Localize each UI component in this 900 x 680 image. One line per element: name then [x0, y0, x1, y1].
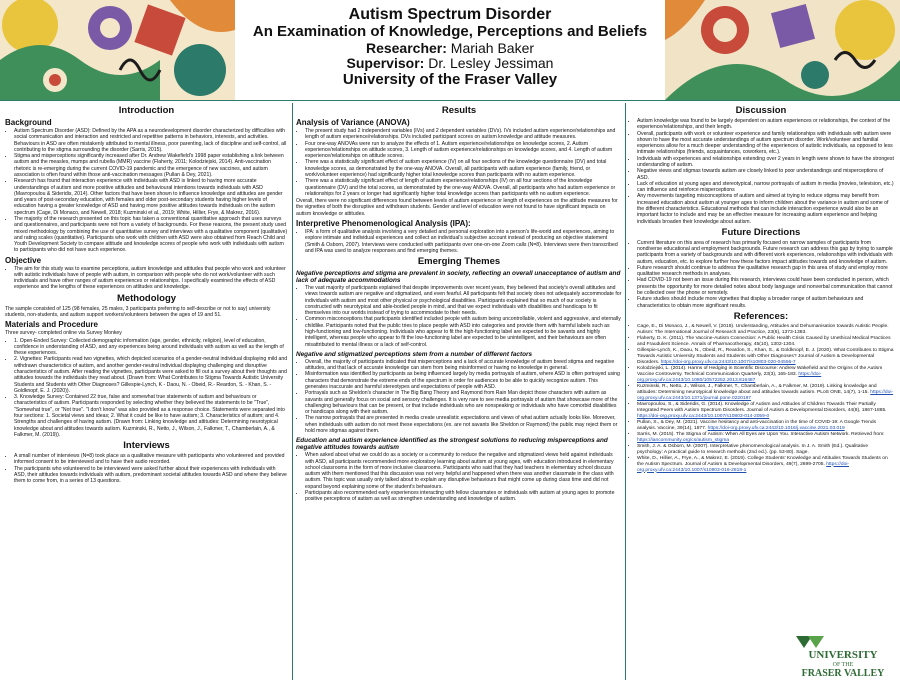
decorative-art-left — [0, 0, 235, 100]
ipa-list — [296, 229, 622, 254]
list-item: • When asked about what we could do as a society or a community to reduce the negative and stigmatized views held against individuals with ASD, all participants recommended more exploratory learning about autism at young ages, with education introduced in elementary school classrooms in the form of more inclusive classrooms. Participants who said that they had teachers in elementary school discuss autism with them mentioned that this discussion was not very helpful and happened when there was another classmate in the class with autism. This topic was usually only talked about to explain any disruptive behaviours that might come up during class time and did not expand beyond explaining some of the student's behaviours. — [305, 452, 622, 490]
reference-item — [637, 384, 894, 402]
section-heading-future: Future Directions — [721, 226, 801, 238]
section-heading-discussion: Discussion — [735, 105, 787, 116]
anova-list — [296, 128, 622, 197]
list-item: • 2. Vignettes: Participants read two vignettes, which depicted scenarios of a gender-neutral individual displaying mild and withdrawn characteristics of autism, and another gender-neutral individual displaying challenging and disruptive characteristics of autism. After reading the vignettes, participants were asked to fill out a survey about their thoughts and attitudes towards the individuals they read about. (Drawn from: What Contributes to Stigma Towards Autistic University Students and Students with Other Diagnoses? Gillespie-Lynch, K - Daou, N. - Obeid, R.- Reardon, S. - Khan, S. - Goldknopf, E. J. (2020)). — [14, 356, 288, 394]
reference-item — [637, 456, 894, 474]
reference-link[interactable]: https://iancommunity.org/cs/autism_stigma — [637, 437, 730, 443]
subheading-background: Background — [5, 118, 52, 127]
university-name: University of the Fraser Valley — [342, 71, 558, 89]
discussion-list — [628, 118, 894, 225]
list-item: • Had COVID-19 not been an issue during this research, interviews could have been conducted in person, which presents the opportunity for more detailed notes about body language and nonverbal communication that cannot be collected over the phone or remotely. — [637, 277, 894, 296]
reference-link[interactable]: https://doi-org.proxy.ufv.ca:2443/10.1080/10572252.2013.816487 — [637, 371, 822, 383]
list-item: • Four one-way ANOVAs were run to analyze the effects of 1. Autism experience/relationships on knowledge scores, 2. Autism experience/relationships on attitude scores, 3. Length of autism experience/relationships on knowledge scores, and 4. Length of autism experience/relationships on attitude scores. — [305, 141, 622, 160]
subheading-objective: Objective — [5, 255, 42, 265]
materials-list — [5, 338, 288, 439]
objective-list — [5, 266, 288, 291]
section-heading-methodology: Methodology — [116, 292, 177, 304]
title-line2: An Examination of Knowledge, Perceptions and Beliefs — [252, 22, 648, 40]
interviews-list — [5, 453, 288, 484]
column-discussion — [628, 103, 894, 680]
reference-text: Kolodziejski, L. (2014). Harms of Hedging in Scientific Discourse: Andrew Wakefield and the Origins of the Autism Vaccine Controversy. Technical Communication Quarterly, 23(3), 165-183. — [637, 365, 883, 377]
decorative-art-right — [665, 0, 900, 100]
reference-text: Sarris, M. (2015). The Stigma of Autism: When All Eyes are Upon You. Interactive Autism Network. Retrieved from: — [637, 431, 885, 437]
column-divider-2 — [625, 103, 626, 680]
list-item: • Negative views and stigmas towards autism are closely linked to poor understandings and misperceptions of ASD. — [637, 168, 894, 181]
section-heading-interviews: Interviews — [123, 440, 170, 452]
list-item: • There was a statistically significant effect of length of autism experience/relationships (IV) on all four sections of the knowledge questionnaire (DV) and the total scores, as demonstrated by the one-way ANOVA. Overall, all participants who had autism experience or relationships for 2 years or longer had significantly higher total knowledge scores than participants with no autism experience. — [305, 178, 622, 197]
title-line1: Autism Spectrum Disorder — [348, 6, 552, 23]
poster-title-block — [235, 6, 665, 89]
subheading-anova: Analysis of Variance (ANOVA) — [296, 118, 410, 127]
reference-item — [637, 366, 894, 384]
list-item: • Overall, participants with work or volunteer experience and family relationships with individuals with autism were shown to have the most accurate understandings of autism spectrum disorder. Work/volunteer and familial experiences allow for a much deeper understanding of the experiences of autistic individuals, as opposed to less intimate relationships (friends, acquaintances, coworkers, etc.). — [637, 131, 894, 156]
reference-link[interactable]: https://doi-org.proxy.ufv.ca:2443/10.1007/s10803-016-2818-1 — [637, 461, 850, 473]
background-list — [5, 128, 288, 254]
column-divider-1 — [292, 103, 293, 680]
list-item: • 3. Knowledge Survey: Contained 22 true, false and somewhat true statements of autism and behaviours or characteristics of autism. Participants responded by selecting whether they believed the statements to be "True", "Somewhat true", or "Not true". "I don't know" was also provided as a response choice. Statements were separated into four sections: 1. Societal views and ideas; 2. What it could be like to have autism; 3. Characteristics of autism; and 4. Strengths and challenges of having autism. (Drawn from: Linking knowledge and attitudes: Determining neurotypical knowledge about and attitudes towards autism. Kuzminski, R., Netto, J., Wilson, J., Falkmer, T., Chamberlain, A., & Falkmer, M. (2019)). — [14, 394, 288, 438]
researcher-name: Mariah Baker — [450, 39, 535, 56]
list-item: • Portrayals such as Sheldon's character in The Big Bang Theory and Raymond from Rain Man depict those characters with autism as savants and generally focus on social and sensory challenges. It is very rare to see media portrayals of autism that showcase more of the challenging behaviours that can be present, or that include individuals who are nonspeaking or individuals who have comorbid disabilities or handicaps along with their autism. — [305, 390, 622, 415]
list-item: • IPA: a form of qualitative analysis involving a very detailed and personal exploration into a person's life-world and experiences, aiming to explore intimate and individual experiences and collect an individual's subjective account instead of producing an objective statement (Smith & Osborn, 2007). Interviews were conducted with participants over one-on-one Zoom calls (N=8). Interviews were then transcribed and IPA was used to analyze responses and find emerging themes. — [305, 229, 622, 254]
reference-link[interactable]: https://doi-org.proxy.ufv.ca:2443/10.1016/j.vaccine.2021.03.019 — [707, 425, 845, 431]
reference-text: Smith, J. A. & Osborn, M. (2007). Interpretative phenomenological analysis. In J. A. Smith (Ed.). Qualitative psychology: A practical guide to research methods (2nd ed.). (pp. 53-80). Sage. — [637, 443, 869, 455]
reference-text: Kuzminski, R., Netto, J., Wilson, J., Falkmer, T., Chamberlain, A., & Falkmer, M. (2019). Linking knowledge and attitudes: Determining neurotypical knowledge about and attitudes towards autism. PLoS ONE, 14(7), 1-15. — [637, 383, 877, 395]
list-item: • Stigma and misperceptions significantly increased after Dr. Andrew Wakefield's 1998 paper establishing a link between autism and the measles, mumps and rubella (MMR) vaccine (Flaherty, 2011; Kolodziejski, 2014). Anti-vaccination rhetoric is re-emerging during the current COVID-19 pandemic and the emergence of new vaccines, and autism association is often found within those anti-vaccination messages (Pullan & Dey, 2021). — [14, 153, 288, 178]
reference-text: Pullan, S., & Dey, M. (2021). Vaccine hesitancy and anti-vaccination in the time of COVID-19: A Google Trends analysis. Vaccine, 39(14), 1877. — [637, 419, 877, 431]
theme3-list — [296, 452, 622, 502]
researcher-label: Researcher: — [365, 39, 447, 56]
list-item: • The participants who volunteered to be interviewed were asked further about their experiences with individuals with ASD, their attitudes towards individuals with autism, predominant societal attitudes towards ASD and where they believe them to come from, in a series of 13 questions. — [14, 466, 288, 485]
list-item: • Overall, the majority of participants indicated that misperceptions and a lack of accurate knowledge of autism breed stigma and negative attitudes, and that lack of accurate knowledge can stem from being misinformed or having no knowledge in general. — [305, 359, 622, 372]
theme2-list — [296, 359, 622, 434]
header-divider — [0, 100, 900, 101]
list-item: • Misinformation was identified by participants as being influenced largely by media portrayals of autism, where ASD is often portrayed using characters that demonstrate the extreme ends of the spectrum in order for audiences to be able to quickly recognize autism. This generates inaccurate and harmful stereotypes and expectations of people with ASD. — [305, 371, 622, 390]
reference-link[interactable]: https://doi-org.proxy.ufv.ca:2443/10.1371/journal.pone.0220197 — [637, 389, 894, 401]
university-logo — [790, 632, 896, 678]
list-item: • The majority of the research presented on this topic has taken a conventional quantitative approach that uses surveys and questionnaires, and participants were not from a variety of backgrounds. For these reasons, the present study used mixed methodology by combining the use of quantitative survey and interviews with a qualitative component (qualitative) and rating scales (quantitative). Participants who work with children with ASD were also obtained from Reach Child and Youth Development Society to compare attitude and knowledge scores of people who work with individuals with autism to participants who did not have such experience. — [14, 216, 288, 254]
reference-item — [637, 444, 894, 456]
subheading-materials: Materials and Procedure — [5, 320, 98, 330]
logo-line1: UNIVERSITY — [808, 649, 878, 661]
list-item: • Common misconceptions that participants identified included people with autism being uncontrollable, violent and aggressive, and eternally childlike. Participants noted that the public tries to place people with ASD into categories and provide them with harmful labels such as high-functioning and low-functioning. Individuals who appear to fit the high-functioning label are expected to be savants and highly intelligent, whereas people who appear to fit the low-functioning label are expected to be unintelligent, and their behaviours are often misattributed to mental illness or a lack of self-control. — [305, 316, 622, 347]
reference-item — [637, 432, 894, 444]
column-introduction — [5, 103, 288, 680]
reference-text: Flaherty, D. K. (2011). The Vaccine-Autism Connection: A Public Health Crisis Caused by Unethical Medical Practices and Fraudulent Science. Annals of Pharmacotherapy, 45(10), 1302-1304. — [637, 335, 891, 347]
list-item: • 1. Open-Ended Survey: Collected demographic information (age, gender, ethnicity, religion), level of education, confidence in understanding of ASD, and any experiences being around individuals with autism as well as the length of these experiences. — [14, 338, 288, 357]
list-item: • The vast majority of participants explained that despite improvements over recent years, they believed that society's overall attitudes and views towards autism are negative and stigmatized, and even fearful. All participants felt that society does not adequately accommodate for individuals with autism and most other physical or psychological disabilities. Participants explained that so much of our society is constructed with neurotypical and able-bodied people in mind, and that we expect individuals with disabilities and handicaps to fit themselves into our worlds instead of trying to accommodate to their needs. — [305, 285, 622, 316]
reference-text: Mavropoulou, S., & Sideridis, G. (2014). Knowledge of Autism and Attitudes of Children Towards Their Partially Integrated Peers with Autism Spectrum Disorders. Journal of Autism & Developmental Disorders, 44(8), 1867-1885. — [637, 401, 887, 413]
list-item: • Autism Spectrum Disorder (ASD): Defined by the APA as a neurodevelopment disorder characterized by difficulties with social communication and interaction and restricted and repetitive patterns in behaviors, interests, and activities. Behaviours in ASD are often mistakenly attributed to mental illness, poor parenting, lack of discipline and self-control, all contributing to the stigma surrounding the disorder (Sarris, 2015). — [14, 128, 288, 153]
theme2-heading: Negative and stigmatized perceptions stem from a number of different factors — [296, 350, 533, 358]
list-item: • The narrow portrayals that are presented in media create unrealistic expectations and views of what autism actually looks like. Moreover, when individuals with autism do not meet these expectations (ex. are not savants like Sheldon or Raymond) the public may reject them or hold more stigmas against them. — [305, 415, 622, 434]
theme1-heading: Negative perceptions and stigma are prevalent in society, reflecting an overall unacceptance of autism and lack of adequate accommodations — [296, 270, 621, 285]
list-item: • Any movements targeting misconceptions of autism and aimed at trying to reduce stigma may benefit from increased education about autism at younger ages to inform children about the variance in autism and some of the different characteristics. Educational methods that can include interaction experience would also be an important factor to include and may be an effective measure for increasing autism experience and helping individuals broaden their knowledge about autism. — [637, 193, 894, 224]
logo-line3: FRASER VALLEY — [801, 668, 885, 678]
reference-text: White, D., Hillier, A., Frye, A., & Makrez, E. (2019). College Students' Knowledge and Attitudes Towards Students on the Autism Spectrum. Journal of Autism & Developmental Disorders, 49(7), 2699-2705. — [637, 455, 888, 467]
supervisor-label: Supervisor: — [346, 55, 425, 72]
list-item: • The aim for this study was to examine perceptions, autism knowledge and attitudes that people who work and volunteer with autistic individuals have of people with autism, in comparison with people who do not work/volunteer with such individuals and have other ranges of autism experiences or relationships. I specifically examined the effects of ASD experience and the lengths of these experiences on attitudes and knowledge. — [14, 266, 288, 291]
section-heading-introduction: Introduction — [118, 105, 175, 116]
reference-link[interactable]: https://doi-org.proxy.ufv.ca:2443/10.1007/s10803-020-04556-7 — [660, 359, 796, 365]
list-item: • Current literature on this area of research has primarily focused on narrow samples of participants from nondiverse educational and employment backgrounds. Future research can address this gap by trying to sample participants from a variety of backgrounds and with different work experiences, relationships with individuals with autism, education, etc. to explore further how these factors impact attitudes towards and knowledge of autism. — [637, 240, 894, 265]
section-heading-themes: Emerging Themes — [417, 256, 501, 268]
supervisor-line — [235, 56, 665, 72]
supervisor-name: Dr. Lesley Jessiman — [428, 55, 554, 72]
reference-item — [637, 420, 894, 432]
list-item: • Future research should continue to address the qualitative research gap in this area of study and employ more qualitative research methods in analyses. — [637, 265, 894, 278]
list-item: • Participants also recommended early experiences interacting with fellow classmates or individuals with autism at young ages to promote positive perceptions of autism as well as strengthen understanding and knowledge of autism. — [305, 490, 622, 503]
list-item: • Research has found that interaction experience with individuals with ASD is linked to having more accurate understandings of autism and more positive attitudes and behavioural intentions towards individuals with ASD (Mavropoulou & Sideridis, 2014). Other factors that have been shown to influence knowledge and attitudes are gender and years of post-secondary education, with females and older post-secondary students having higher levels of education having a greater knowledge of ASD and having more positive attitudes towards individuals on the autism spectrum (Cage, Di Monaco, and Newell, 2018; Kuzminski et al., 2019; White, Hillier, Frye, & Makrez, 2016). — [14, 178, 288, 216]
references-list — [628, 324, 894, 474]
methodology-text: The sample consisted of 125 (98 females, 25 males, 3 participants preferring to self-describe or not to say) university students, non-students, and autism support workers/volunteers between the ages of 19 and 51. — [5, 305, 271, 319]
subheading-ipa: Interpretive Phenomenological Analysis (IPA): — [296, 218, 471, 228]
section-heading-results: Results — [441, 105, 477, 116]
reference-link[interactable]: https://doi-org.proxy.ufv.ca:2443/10.1007/s10803-014-2059-0 — [637, 413, 770, 419]
reference-text: Gillespie-Lynch, K., Daou, N., Obeid, R., Reardon, S., Khan, S., & Goldknopf, E. J. (2020). What Contributes to Stigma Towards Autistic University Students and Students with Other Diagnoses? Journal of Autism & Developmental Disorders. — [637, 347, 894, 365]
future-list — [628, 240, 894, 309]
logo-line2: OF THE — [832, 662, 854, 668]
reference-item — [637, 324, 894, 336]
list-item: • Autism knowledge was found to be largely dependent on autism experiences or relationships, the context of the experience/relationships, and their length. — [637, 118, 894, 131]
reference-text: Cage, E., Di Monaco, J., & Newell, V. (2019). Understanding, Attitudes and Dehumanisation towards Autistic People. Autism: The International Journal of Research and Practice, 23(6), 1373-1383. — [637, 323, 889, 335]
anova-note: Overall, there were no significant differences found between levels of autism experience or length of experiences on the attitude measures for the vignettes of both the disruptive and withdrawn students. Gender and level of education were not found to have significant impacts on autism knowledge or attitudes. — [296, 198, 618, 217]
list-item: • There was a statistically significant effect of autism experience (IV) on all four sections of the knowledge questionnaire (DV) and total knowledge scores, as demonstrated by the one-way ANOVA. Overall, all participants with autism experience (family, friend, or work/volunteer experience) had significantly higher total knowledge scores than participants with no autism experience. — [305, 159, 622, 178]
list-item: • A small number of interviews (N=8) took place as a qualitative measure with participants who volunteered and provided informed consent to be interviewed and to have their audio recorded. — [14, 453, 288, 466]
list-item: • Individuals with experiences and relationships extending over 2 years in length were shown to have the strongest understanding of autism. — [637, 156, 894, 169]
researcher-line — [235, 41, 665, 57]
reference-item — [637, 336, 894, 348]
list-item: • The present study had 2 independent variables (IVs) and 2 dependent variables (DVs). IVs included autism experience/relationships and length of autism experience/relationships. DVs included participant scores on autism knowledge and attitude measures. — [305, 128, 622, 141]
reference-item — [637, 402, 894, 420]
theme3-heading: Education and autism experience identified as the strongest solutions to reducing misperceptions and negative attitudes towards autism — [296, 437, 608, 452]
list-item: • Future studies should include more vignettes that display a broader range of autism behaviours and characteristics to obtain more significant results. — [637, 296, 894, 309]
column-results — [296, 103, 622, 680]
section-heading-references: References: — [733, 310, 789, 322]
list-item: • Lack of education at young ages and stereotypical, narrow portrayals of autism in media (movies, television, etc.) can influence and reinforce misperceptions — [637, 181, 894, 194]
reference-item — [637, 348, 894, 366]
materials-intro: Three survey- completed online via Survey Monkey — [5, 330, 122, 337]
theme1-list — [296, 285, 622, 348]
